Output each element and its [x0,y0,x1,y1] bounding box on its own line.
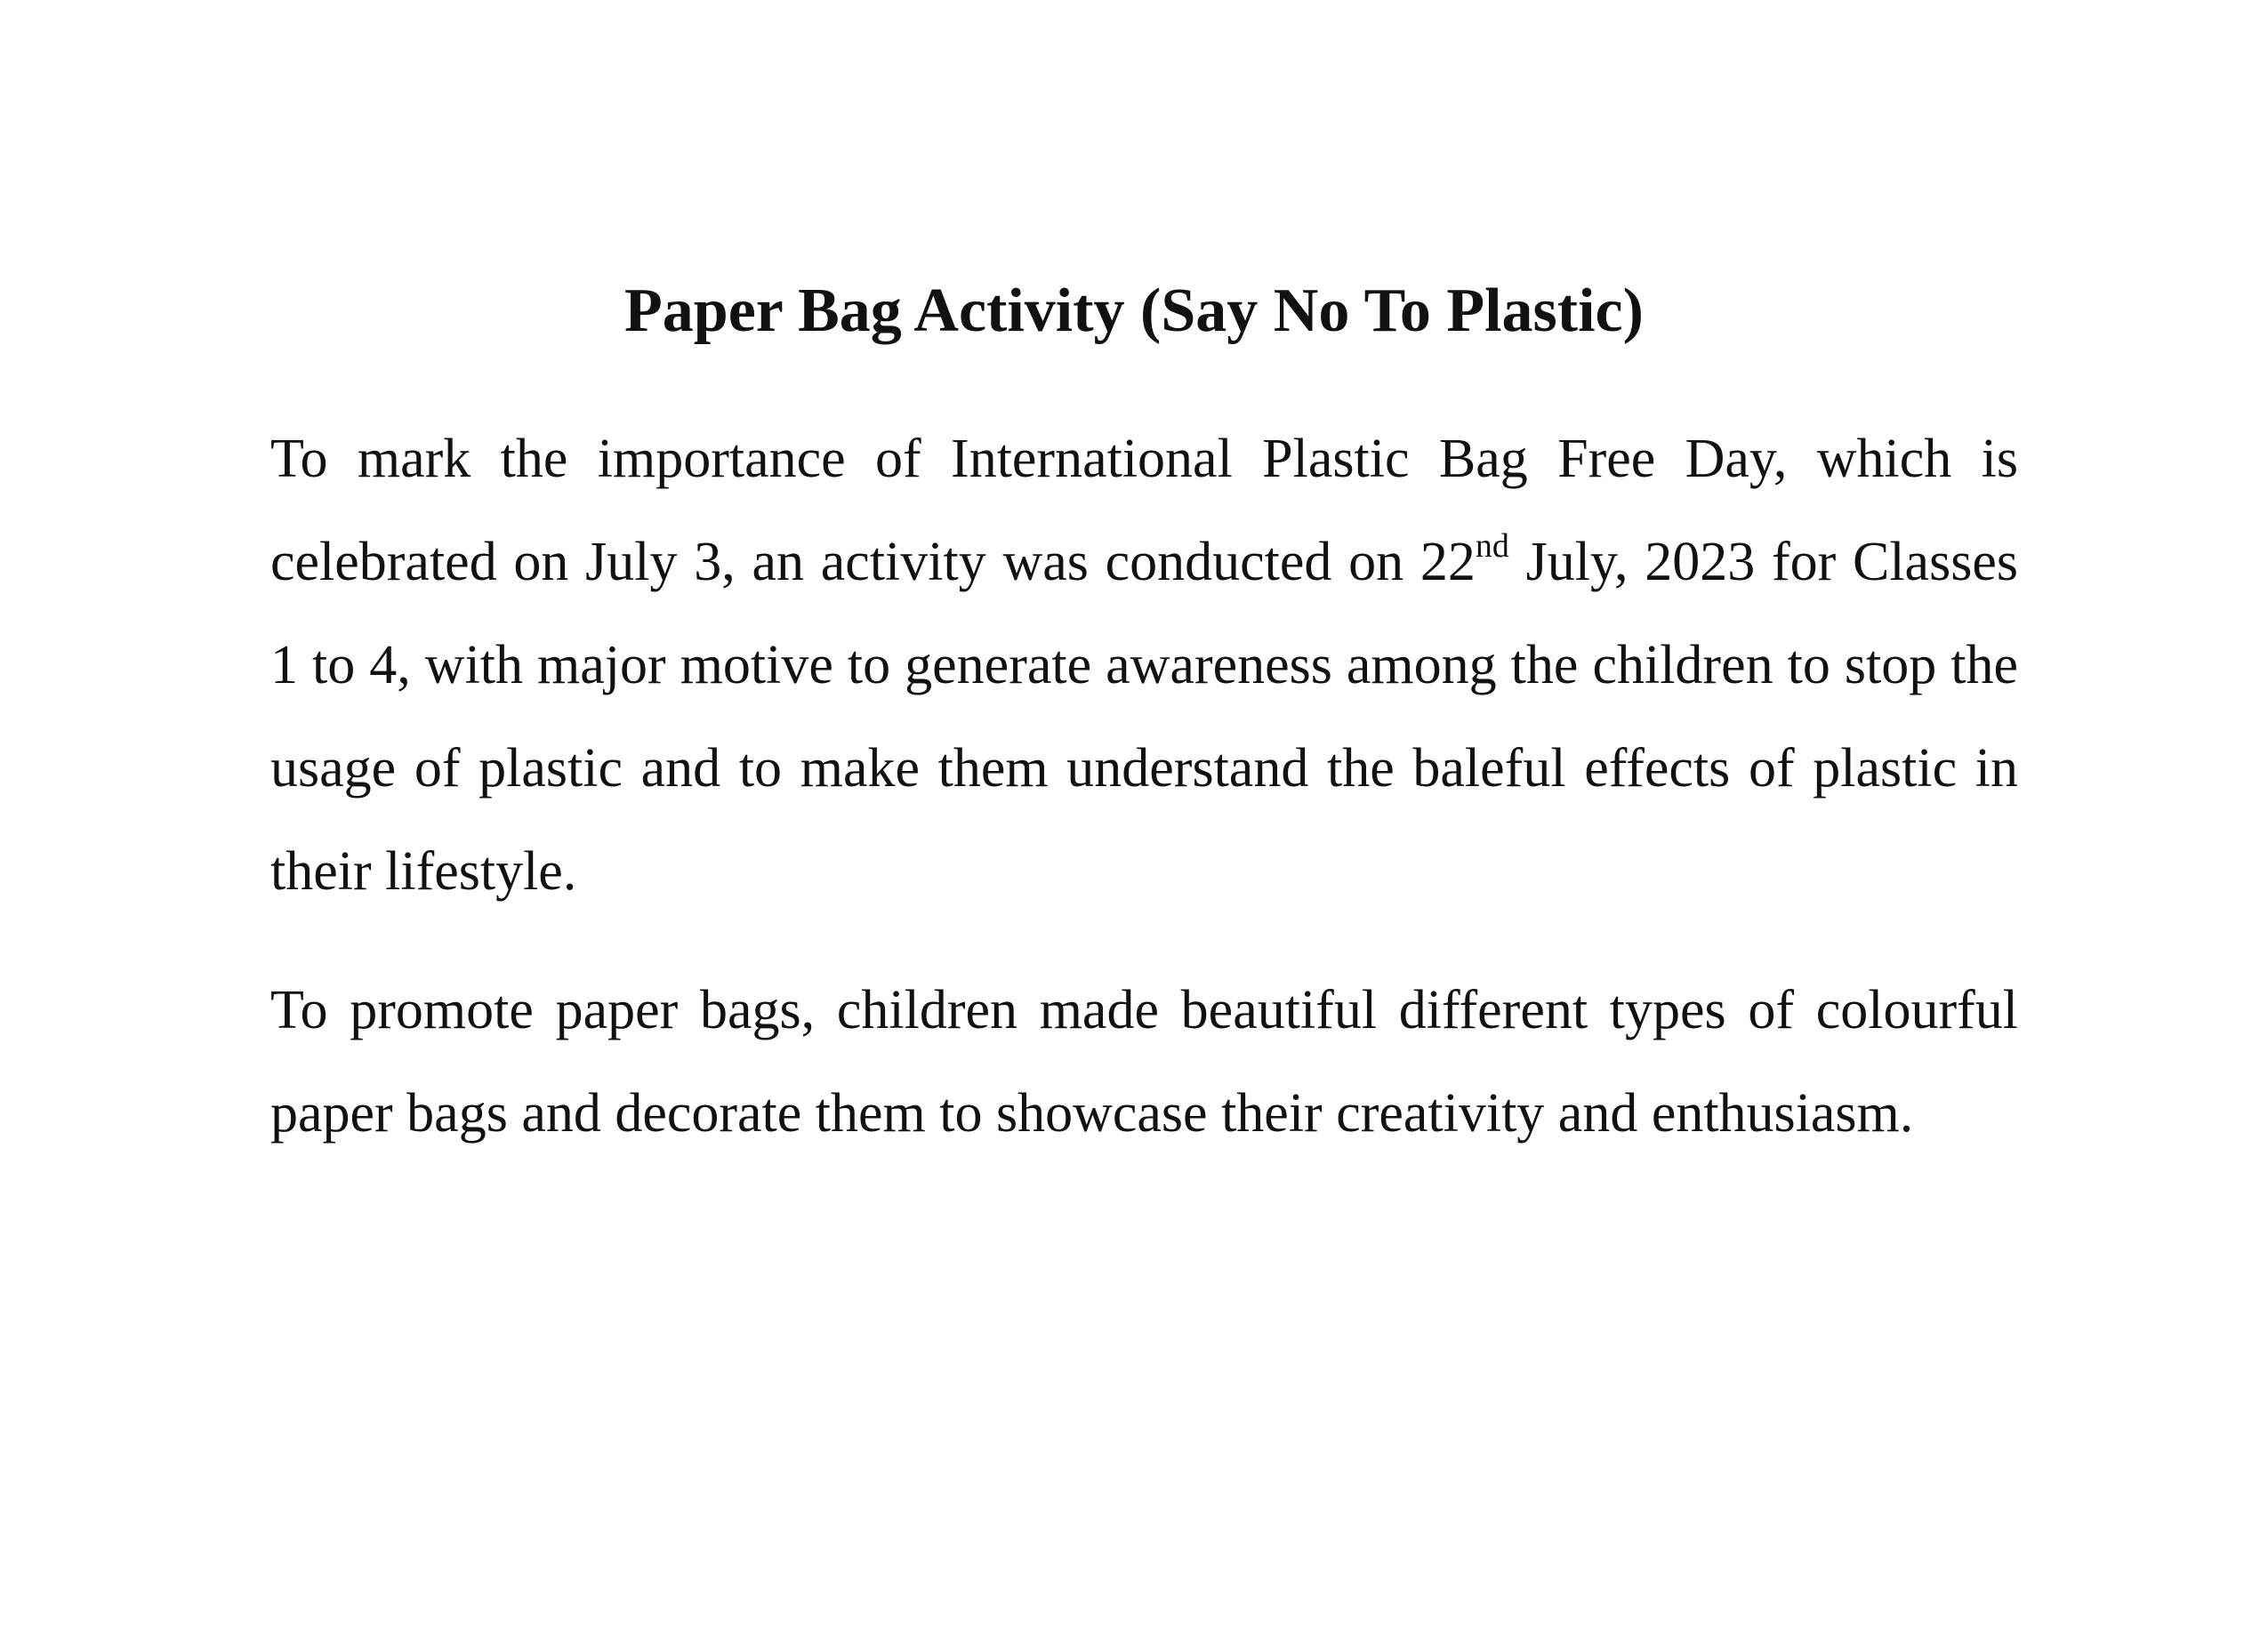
ordinal-superscript: nd [1475,527,1509,565]
paragraph-intro-text-start: To mark the importance of International Plastic Bag Free Day, which is celebrated on July 3, an activity was conducted on 22 [270,429,2018,592]
paragraph-intro-text-end: July, 2023 for Classes 1 to 4, with major motive to generate awareness among the children to stop the usage of plastic and to make them understand the baleful effects of plastic in their lifestyle. [270,532,2018,902]
paragraph-promote: To promote paper bags, children made beautiful different types of colourful paper bags and decorate them to showcase their creativity and enthusiasm. [270,980,2018,1144]
page-title: Paper Bag Activity (Say No To Plastic) [624,277,1644,345]
paragraph-intro [270,407,2018,923]
